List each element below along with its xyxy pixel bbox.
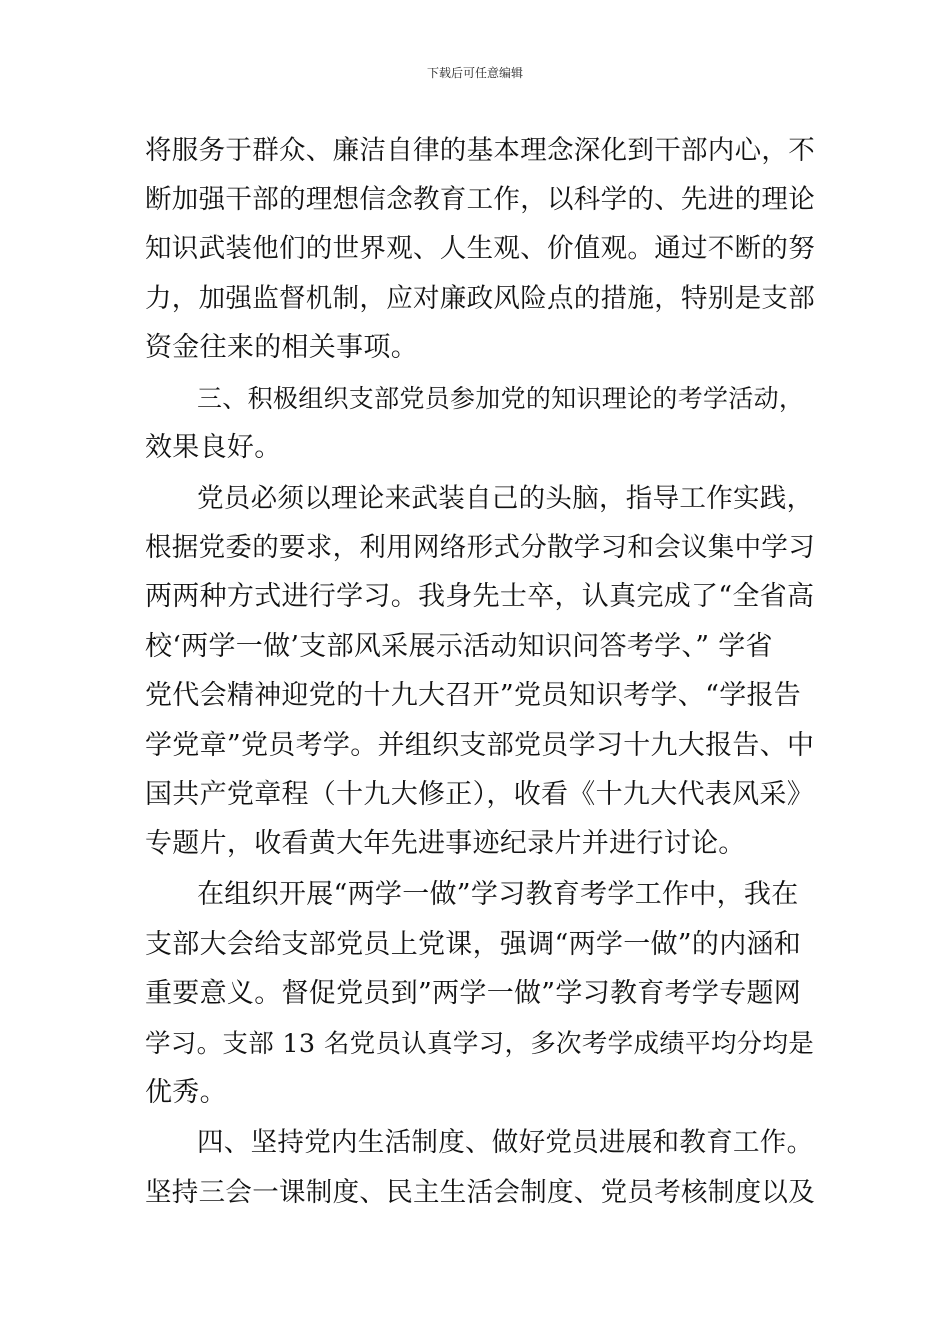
- section-heading: 三、积极组织支部党员参加党的知识理论的考学活动，: [197, 384, 805, 413]
- body-text-line: 学党章”党员考学。并组织支部党员学习十九大报告、中: [145, 730, 815, 761]
- section-heading: 四、坚持党内生活制度、做好党员进展和教育工作。: [197, 1127, 814, 1158]
- body-text-line: 力，加强监督机制，应对廉政风险点的措施，特别是支部: [145, 283, 815, 314]
- body-text-line: 断加强干部的理想信念教育工作，以科学的、先进的理论: [145, 184, 815, 215]
- body-text-line: 国共产党章程（十九大修正），收看《十九大代表风采》: [145, 779, 814, 810]
- body-text-line: 资金往来的相关事项。: [145, 332, 418, 363]
- body-text-line: 党代会精神迎党的十九大召开”党员知识考学、“学报告: [145, 680, 802, 711]
- body-text-line: 学习。支部 13 名党员认真学习，多次考学成绩平均分均是: [145, 1029, 815, 1059]
- body-text-line: 校‘两学一做’支部风采展示活动知识问答考学、” 学省: [145, 631, 773, 662]
- body-text-line: 坚持三会一课制度、民主生活会制度、党员考核制度以及: [145, 1177, 815, 1208]
- body-text-line: 根据党委的要求，利用网络形式分散学习和会议集中学习: [145, 532, 815, 563]
- body-text-line: 党员必须以理论来武装自己的头脑，指导工作实践，: [197, 483, 814, 514]
- page-header: 下载后可任意编辑: [426, 66, 523, 80]
- body-text-line: 专题片，收看黄大年先进事迹纪录片并进行讨论。: [145, 828, 746, 859]
- body-text-line: 两两种方式进行学习。我身先士卒，认真完成了“全省高: [145, 581, 815, 612]
- body-text-line: 将服务于群众、廉洁自律的基本理念深化到干部内心，不: [145, 135, 815, 166]
- section-heading-continued: 效果良好。: [145, 432, 282, 463]
- body-text-line: 优秀。: [145, 1077, 227, 1108]
- body-text-line: 在组织开展“两学一做”学习教育考学工作中，我在: [197, 879, 799, 910]
- body-text-line: 支部大会给支部党员上党课，强调“两学一做”的内涵和: [145, 929, 802, 960]
- body-text-line: 知识武装他们的世界观、人生观、价值观。通过不断的努: [145, 233, 815, 264]
- body-text-line: 重要意义。督促党员到”两学一做”学习教育考学专题网: [145, 978, 802, 1009]
